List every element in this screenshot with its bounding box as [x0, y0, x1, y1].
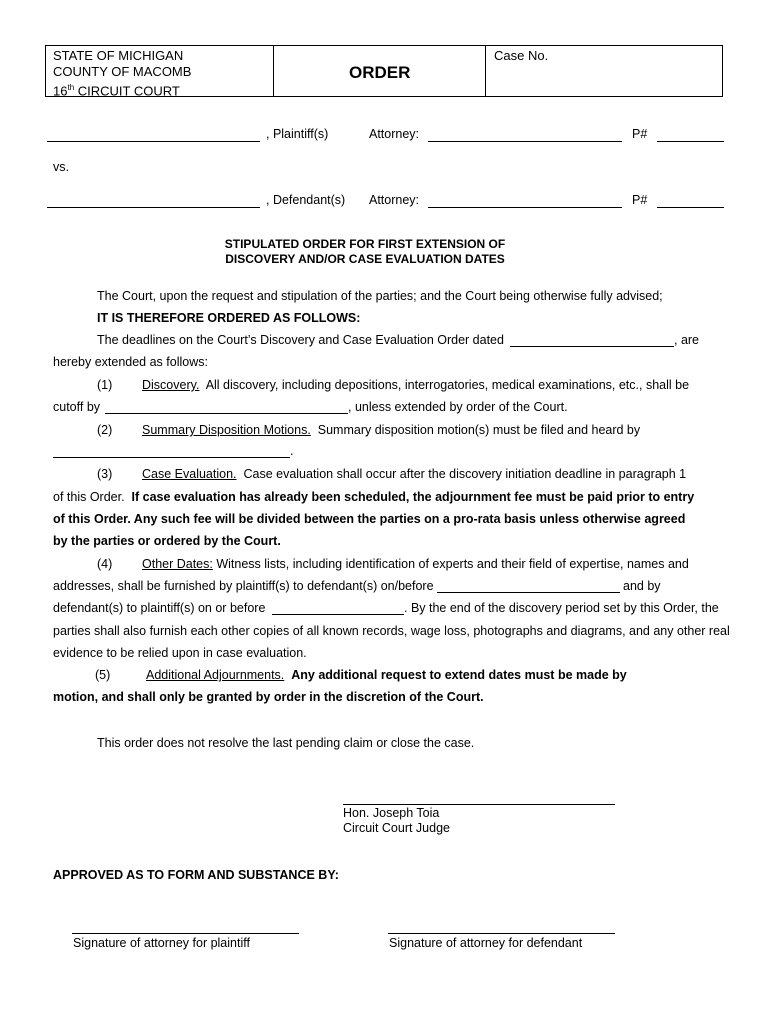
p4-line2-suffix: and by [623, 579, 661, 593]
ordered-text: IT IS THEREFORE ORDERED AS FOLLOWS: [97, 311, 361, 325]
court-state: STATE OF MICHIGAN [53, 48, 184, 63]
p4-line5: evidence to be relied upon in case evaluation. [53, 646, 307, 660]
p5-title: Additional Adjournments. [146, 668, 285, 682]
p4-line3: defendant(s) to plaintiff(s) on or before [53, 601, 266, 615]
plaintiff-p-number-field[interactable] [657, 141, 724, 142]
plaintiff-label: , Plaintiff(s) [266, 127, 329, 141]
p5-text: Additional Adjournments. Any additional request to extend dates must be made by [146, 668, 627, 682]
judge-signature-line[interactable] [343, 804, 615, 805]
court-name: 16th CIRCUIT COURT [53, 83, 180, 99]
case-no-label: Case No. [494, 48, 549, 63]
p5-number: (5) [95, 668, 111, 682]
p5-line2: motion, and shall only be granted by order in the discretion of the Court. [53, 690, 484, 704]
court-county: COUNTY OF MACOMB [53, 64, 192, 79]
defendant-attorney-signature-line[interactable] [388, 933, 615, 934]
order-date-field[interactable] [510, 346, 674, 347]
plaintiff-attorney-field[interactable] [428, 141, 622, 142]
plaintiff-attorney-signature-label: Signature of attorney for plaintiff [73, 936, 250, 950]
plaintiff-attorney-signature-line[interactable] [72, 933, 299, 934]
caption-divider [485, 45, 486, 97]
closing-text: This order does not resolve the last pending claim or close the case. [97, 736, 475, 750]
order-heading [0, 237, 730, 267]
p4-line3-suffix: . By the end of the discovery period set by this Order, the [404, 601, 719, 615]
p3-number: (3) [97, 467, 113, 481]
p4-line4: parties shall also furnish each other copies of all known records, wage loss, photographs and diagrams, and any other real [53, 624, 730, 638]
defendant-label: , Defendant(s) [266, 193, 346, 207]
p4-title: Other Dates: [142, 557, 213, 571]
defendant-name-field[interactable] [47, 207, 260, 208]
p3-title: Case Evaluation. [142, 467, 237, 481]
plaintiff-attorney-label: Attorney: [369, 127, 420, 141]
p2-title: Summary Disposition Motions. [142, 423, 311, 437]
defendant-p-number-label: P# [632, 193, 648, 207]
discovery-cutoff-field[interactable] [105, 413, 348, 414]
plaintiff-name-field[interactable] [47, 141, 260, 142]
defendant-attorney-signature-label: Signature of attorney for defendant [389, 936, 583, 950]
defendant-attorney-label: Attorney: [369, 193, 420, 207]
p1-cutoff-label: cutoff by [53, 400, 101, 414]
p2-period: . [290, 444, 294, 458]
p2-number: (2) [97, 423, 113, 437]
p1-text: Discovery. All discovery, including depositions, interrogatories, medical examinations, etc., shall be [142, 378, 690, 392]
plaintiff-p-number-label: P# [632, 127, 648, 141]
p1-title: Discovery. [142, 378, 200, 392]
p3-line2: of this Order. If case evaluation has already been scheduled, the adjournment fee must be paid prior to entry [53, 490, 695, 504]
p4-number: (4) [97, 557, 113, 571]
plaintiff-witness-date-field[interactable] [437, 592, 620, 593]
judge-name: Hon. Joseph Toia [343, 806, 440, 820]
p2-text: Summary Disposition Motions. Summary disposition motion(s) must be filed and heard by [142, 423, 641, 437]
p4-line2: addresses, shall be furnished by plaintiff(s) to defendant(s) on/before [53, 579, 434, 593]
order-heading-line1: STIPULATED ORDER FOR FIRST EXTENSION OF [224, 237, 506, 251]
document-title: ORDER [349, 63, 411, 82]
versus-label: vs. [53, 160, 69, 174]
summary-disposition-field[interactable] [53, 457, 290, 458]
defendant-attorney-field[interactable] [428, 207, 622, 208]
approved-heading: APPROVED AS TO FORM AND SUBSTANCE BY: [53, 868, 339, 882]
defendant-witness-date-field[interactable] [272, 614, 404, 615]
p1-number: (1) [97, 378, 113, 392]
deadlines-suffix: , are [674, 333, 700, 347]
intro-text: The Court, upon the request and stipulation of the parties; and the Court being otherwise fully advised; [97, 289, 663, 303]
p3-text: Case Evaluation. Case evaluation shall occur after the discovery initiation deadline in paragraph 1 [142, 467, 687, 481]
caption-divider [273, 45, 274, 97]
court-info [53, 48, 191, 99]
order-heading-line2: DISCOVERY AND/OR CASE EVALUATION DATES [225, 252, 505, 266]
deadlines-continuation: hereby extended as follows: [53, 355, 208, 369]
deadlines-text: The deadlines on the Court’s Discovery and Case Evaluation Order dated [97, 333, 504, 347]
p1-unless-text: , unless extended by order of the Court. [348, 400, 568, 414]
p3-line4: by the parties or ordered by the Court. [53, 534, 281, 548]
p3-line3: of this Order. Any such fee will be divided between the parties on a pro-rata basis unless otherwise agreed [53, 512, 686, 526]
defendant-p-number-field[interactable] [657, 207, 724, 208]
judge-title: Circuit Court Judge [343, 821, 450, 835]
p4-text: Other Dates: Witness lists, including identification of experts and their field of expertise, names and [142, 557, 689, 571]
